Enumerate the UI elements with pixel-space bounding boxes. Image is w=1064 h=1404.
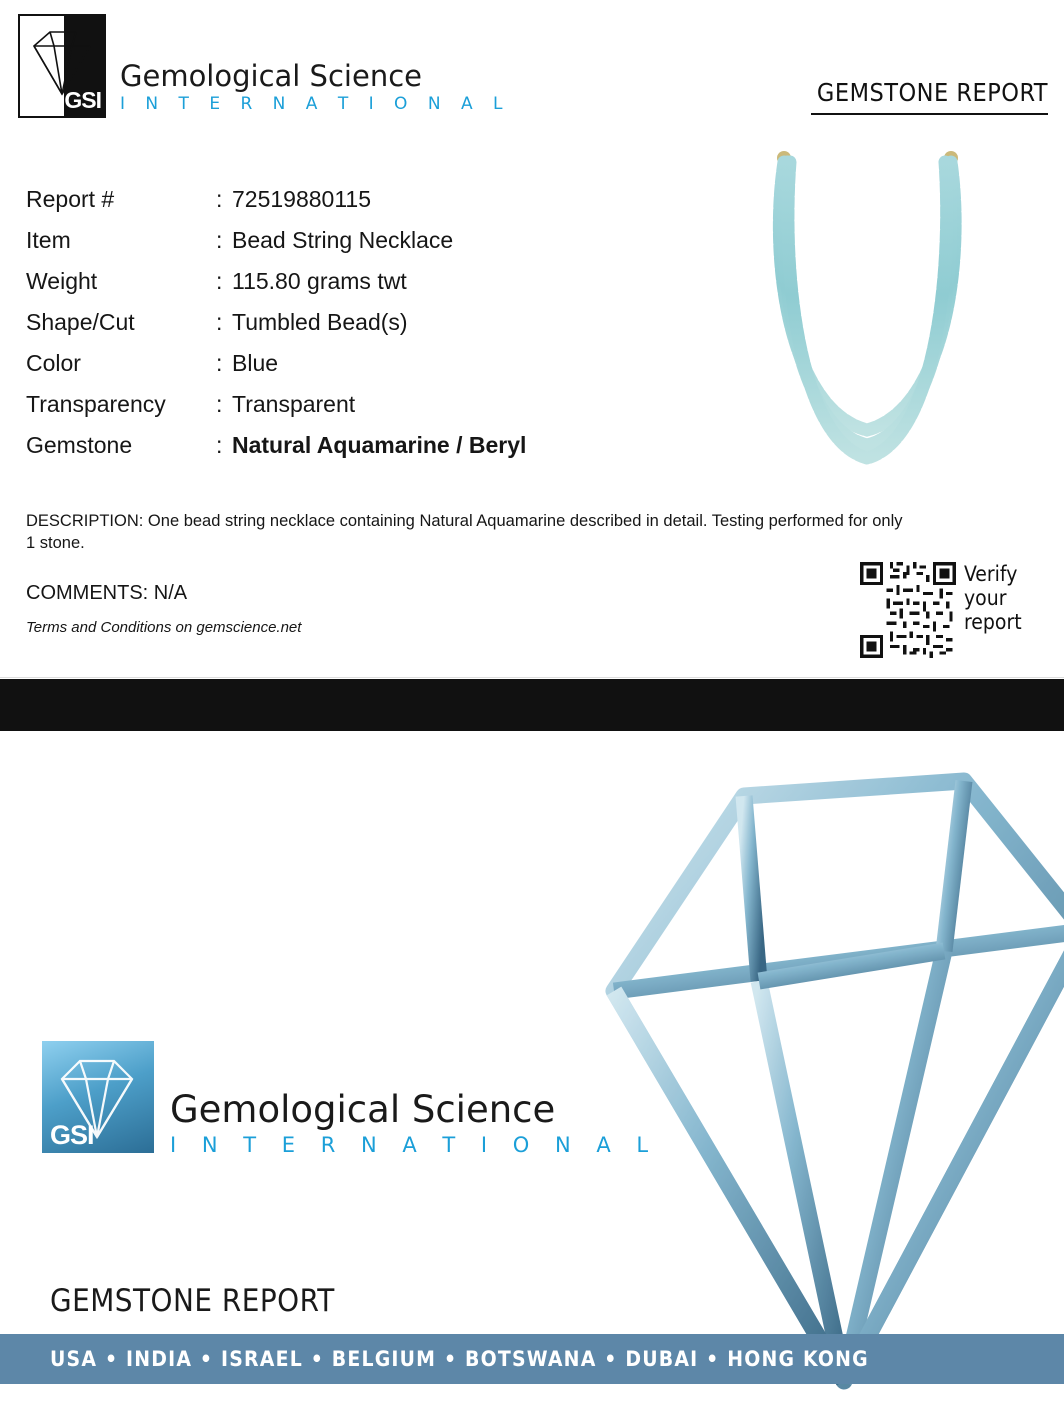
detail-label: Color: [26, 350, 81, 376]
verify-line3: report: [964, 610, 1022, 635]
brand-name-line1: Gemological Science: [120, 59, 422, 93]
footer-bar: [0, 1334, 1064, 1384]
detail-colon: :: [216, 350, 223, 376]
diamond-logo-icon: [18, 14, 106, 118]
detail-value: Transparent: [232, 391, 356, 417]
verify-report-label: [964, 562, 1056, 634]
detail-value: 115.80 grams twt: [232, 268, 407, 294]
verify-line2: your: [964, 586, 1007, 611]
diamond-logo-icon: [42, 1041, 154, 1153]
detail-colon: :: [216, 268, 223, 294]
detail-value: Blue: [232, 350, 279, 376]
detail-row-shape-cut: [26, 309, 666, 350]
detail-colon: :: [216, 309, 223, 335]
detail-value: 72519880115: [232, 186, 371, 212]
logo-mark-text: GSI: [64, 87, 101, 113]
detail-label: Transparency: [26, 391, 166, 417]
detail-row-gemstone: [26, 432, 666, 473]
brand-name-line1: Gemological Science: [170, 1088, 556, 1131]
detail-row-transparency: [26, 391, 666, 432]
report-cover-section: [0, 731, 1064, 1404]
footer-locations: USA • INDIA • ISRAEL • BELGIUM • BOTSWANA • DUBAI • HONG KONG: [50, 1347, 869, 1371]
detail-label: Item: [26, 227, 71, 253]
brand-name-line2: I N T E R N A T I O N A L: [170, 1133, 658, 1157]
detail-colon: :: [216, 186, 223, 212]
report-title: GEMSTONE REPORT: [811, 78, 1048, 115]
gsi-logo: [18, 14, 510, 118]
detail-value: Tumbled Bead(s): [232, 309, 408, 335]
detail-row-report-number: [26, 186, 666, 227]
detail-value: Bead String Necklace: [232, 227, 454, 253]
report-header: [0, 10, 1064, 130]
report-top-section: [0, 0, 1064, 678]
detail-colon: :: [216, 391, 223, 417]
brand-name-line2: I N T E R N A T I O N A L: [120, 94, 510, 114]
detail-value: Natural Aquamarine / Beryl: [232, 432, 527, 458]
gsi-logo-cover: [42, 1041, 658, 1157]
description-text: DESCRIPTION: One bead string necklace containing Natural Aquamarine described in detail. Testing performed for only 1 stone.: [26, 512, 903, 553]
logo-mark-text: GSI: [50, 1120, 94, 1150]
detail-label: Report #: [26, 186, 115, 212]
detail-label: Shape/Cut: [26, 309, 135, 335]
qr-code[interactable]: [860, 562, 956, 658]
detail-colon: :: [216, 432, 223, 458]
necklace-illustration-icon: [729, 140, 1009, 480]
detail-row-weight: [26, 268, 666, 309]
detail-colon: :: [216, 227, 223, 253]
brand-wordmark-cover: [170, 1088, 658, 1157]
brand-wordmark: [120, 59, 510, 114]
detail-label: Weight: [26, 268, 98, 294]
detail-label: Gemstone: [26, 432, 133, 458]
detail-row-color: [26, 350, 666, 391]
terms-text: Terms and Conditions on gemscience.net: [26, 619, 302, 636]
gemstone-photo: [729, 140, 1009, 480]
report-details-table: [26, 186, 666, 473]
qr-code-icon[interactable]: [860, 562, 956, 658]
comments-text: COMMENTS: N/A: [26, 582, 188, 604]
cover-report-title: GEMSTONE REPORT: [50, 1283, 335, 1319]
section-divider: [0, 679, 1064, 731]
verify-line1: Verify: [964, 562, 1018, 586]
detail-row-item: [26, 227, 666, 268]
